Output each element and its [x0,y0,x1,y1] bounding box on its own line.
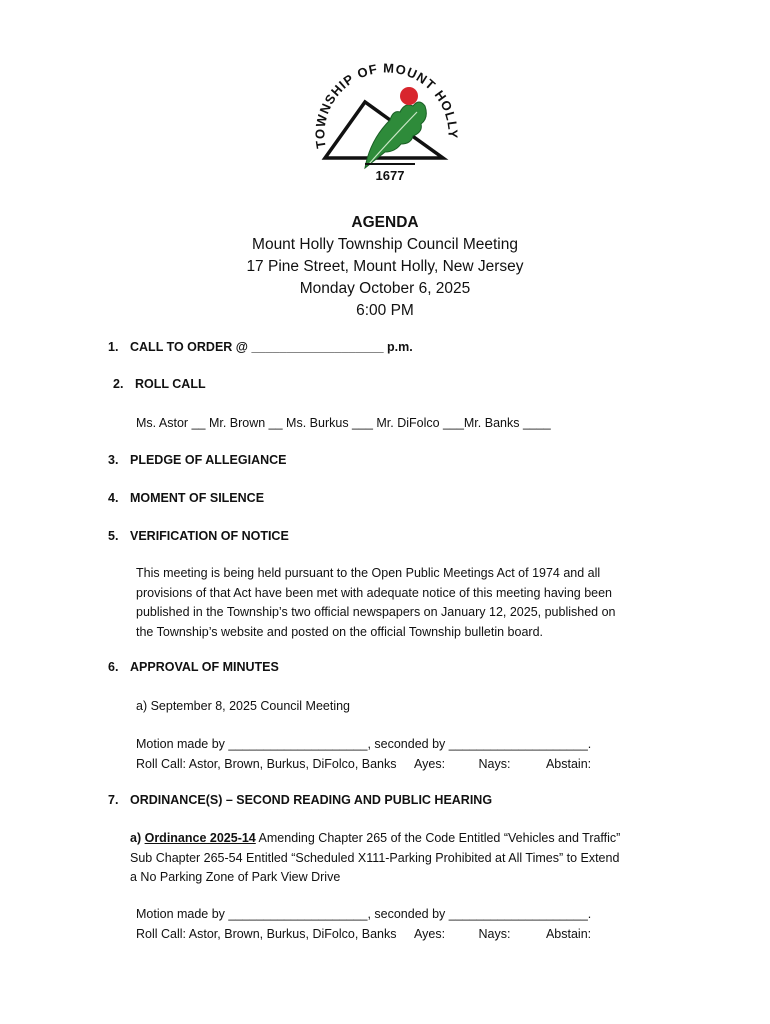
agenda-item-moment-of-silence: 4. MOMENT OF SILENCE [108,491,265,505]
meeting-date: Monday October 6, 2025 [299,280,471,297]
roll-call-line: Roll Call: Astor, Brown, Burkus, DiFolco, Banks Ayes: Nays: Abstain: [136,926,592,941]
roll-call-names: Ms. Astor __ Mr. Brown __ Ms. Burkus ___ Mr. DiFolco ___Mr. Banks ____ [136,416,551,430]
seal-year: 1677 [375,168,405,183]
township-seal-logo [305,40,465,185]
agenda-item-call-to-order: 1. CALL TO ORDER @ ___________________ p.m. [108,340,413,354]
agenda-item-pledge: 3. PLEDGE OF ALLEGIANCE [108,453,287,467]
ordinance-paragraph: a) Ordinance 2025-14 Amending Chapter 265 of the Code Entitled “Vehicles and Traffic” Sub Chapter 265-54 Entitled “Scheduled X111-Parking Prohibited at All Times” to Extend a No Parking Zone of Park View Drive [130,831,621,884]
agenda-header [0,212,770,322]
motion-line: Motion made by ____________________, seconded by ____________________. [136,907,592,921]
motion-line: Motion made by ____________________, seconded by ____________________. [136,737,592,751]
ordinance-motion-block [136,905,591,944]
agenda-item-roll-call: 2. ROLL CALL [113,377,206,391]
minutes-motion-block [136,735,591,774]
minutes-item: a) September 8, 2025 Council Meeting [136,699,351,713]
meeting-time: 6:00 PM [356,302,414,319]
agenda-item-verification-of-notice: 5. VERIFICATION OF NOTICE [108,529,289,543]
ordinance-number: Ordinance 2025-14 [144,831,256,845]
agenda-item-ordinances: 7. ORDINANCE(S) – SECOND READING AND PUBLIC HEARING [108,793,493,807]
meeting-address: 17 Pine Street, Mount Holly, New Jersey [246,258,524,275]
agenda-item-approval-of-minutes: 6. APPROVAL OF MINUTES [108,660,279,674]
notice-paragraph: This meeting is being held pursuant to the Open Public Meetings Act of 1974 and all provisions of that Act have been met with adequate notice of this meeting having been published in the Township’s two official newspapers on January 12, 2025, published on the Township’s website and posted on the official Township bulletin board. [136,566,616,639]
seal-arc-text: TOWNSHIP OF MOUNT HOLLY [312,60,461,150]
agenda-title: AGENDA [351,214,419,231]
meeting-name: Mount Holly Township Council Meeting [252,236,518,253]
roll-call-line: Roll Call: Astor, Brown, Burkus, DiFolco, Banks Ayes: Nays: Abstain: [136,756,592,771]
